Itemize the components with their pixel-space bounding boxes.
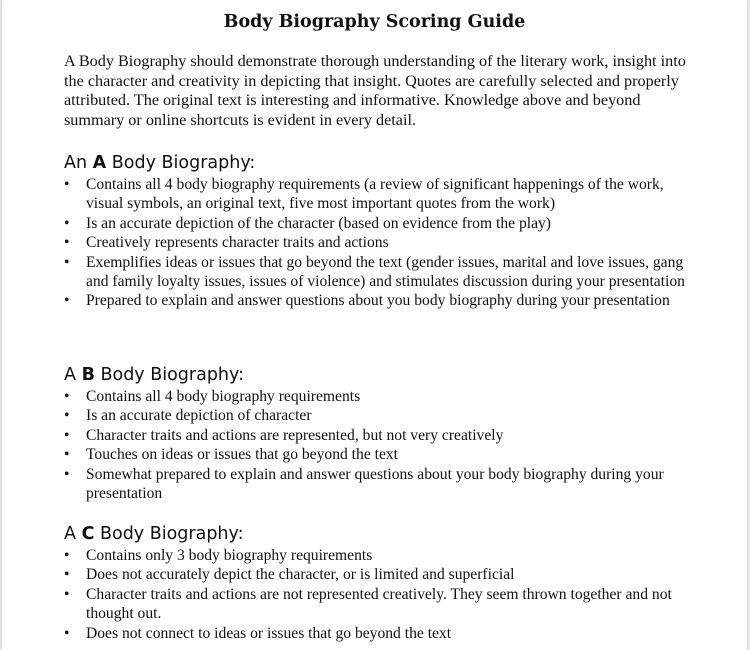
grade-a-criteria-list (64, 175, 704, 311)
list-item-text: Character traits and actions are represented, but not very creatively (86, 426, 504, 444)
bullet-icon: • (64, 253, 70, 271)
bullet-icon: • (64, 624, 70, 642)
grade-a-heading (64, 151, 704, 175)
bullet-icon: • (64, 176, 70, 193)
grade-c-criteria-list (64, 546, 704, 643)
heading-prefix: An (64, 153, 88, 173)
bullet-icon: • (64, 547, 70, 564)
list-item-text: Does not accurately depict the character, or is limited and superficial (86, 566, 515, 584)
grade-b-criteria-list (64, 387, 704, 503)
list-item (64, 387, 704, 406)
list-item-text: Is an accurate depiction of character (86, 407, 312, 425)
list-item-text: Creatively represents character traits and actions (86, 234, 389, 252)
list-item-text: Prepared to explain and answer questions about you body biography during your presentation (86, 292, 670, 310)
list-item (64, 624, 704, 643)
bullet-icon: • (64, 465, 70, 483)
list-item-text: Contains all 4 body biography requirements (86, 388, 361, 405)
grade-a-section (64, 151, 704, 311)
list-item (64, 233, 704, 252)
document-page (2, 0, 747, 650)
list-item-text: Somewhat prepared to explain and answer questions about your body biography during your presentation (86, 465, 664, 503)
list-item (64, 465, 704, 504)
list-item-text: Character traits and actions are not represented creatively. They seem thrown together and not thought out. (86, 585, 672, 623)
heading-suffix: Body Biography: (111, 153, 256, 173)
list-item (64, 585, 704, 624)
bullet-icon: • (64, 585, 70, 603)
page-title: Body Biography Scoring Guide (223, 12, 526, 32)
bullet-icon: • (64, 407, 70, 425)
list-item-text: Is an accurate depiction of the character (based on evidence from the play) (86, 214, 551, 232)
heading-grade: C (81, 524, 95, 544)
heading-grade: B (81, 365, 95, 385)
heading-prefix: A (64, 524, 76, 544)
heading-suffix: Body Biography: (99, 524, 244, 544)
bullet-icon: • (64, 566, 70, 584)
list-item-text: Contains only 3 body biography requirements (86, 547, 373, 564)
bullet-icon: • (64, 292, 70, 310)
list-item-text: Contains all 4 body biography requirements (a review of significant happenings of the work, visual symbols, an original text, five most important quotes from the work) (86, 176, 664, 213)
list-item-text: Touches on ideas or issues that go beyond the text (86, 446, 399, 464)
intro-paragraph: A Body Biography should demonstrate thorough understanding of the literary work, insight into the character and creativity in depicting that insight. Quotes are carefully selected and properly attributed. The original text is interesting and informative. Knowledge above and beyond summary or online shortcuts is evident in every detail. (64, 52, 686, 129)
list-item (64, 406, 704, 425)
list-item-text: Exemplifies ideas or issues that go beyond the text (gender issues, marital and love issues, gang and family loyalty issues, issues of violence) and stimulates discussion during your presentation (86, 253, 685, 291)
grade-c-section (64, 522, 704, 643)
list-item (64, 565, 704, 584)
list-item (64, 445, 704, 464)
list-item (64, 546, 704, 565)
list-item (64, 291, 704, 310)
bullet-icon: • (64, 214, 70, 232)
list-item (64, 253, 704, 292)
heading-suffix: Body Biography: (100, 365, 245, 385)
grade-b-heading (64, 363, 704, 387)
grade-c-heading (64, 522, 704, 546)
bullet-icon: • (64, 426, 70, 444)
bullet-icon: • (64, 446, 70, 464)
bullet-icon: • (64, 234, 70, 252)
list-item (64, 426, 704, 445)
heading-grade: A (92, 153, 107, 173)
list-item-text: Does not connect to ideas or issues that go beyond the text (86, 624, 452, 642)
grade-b-section (64, 363, 704, 503)
bullet-icon: • (64, 388, 70, 405)
list-item (64, 175, 704, 214)
heading-prefix: A (64, 365, 76, 385)
list-item (64, 214, 704, 233)
